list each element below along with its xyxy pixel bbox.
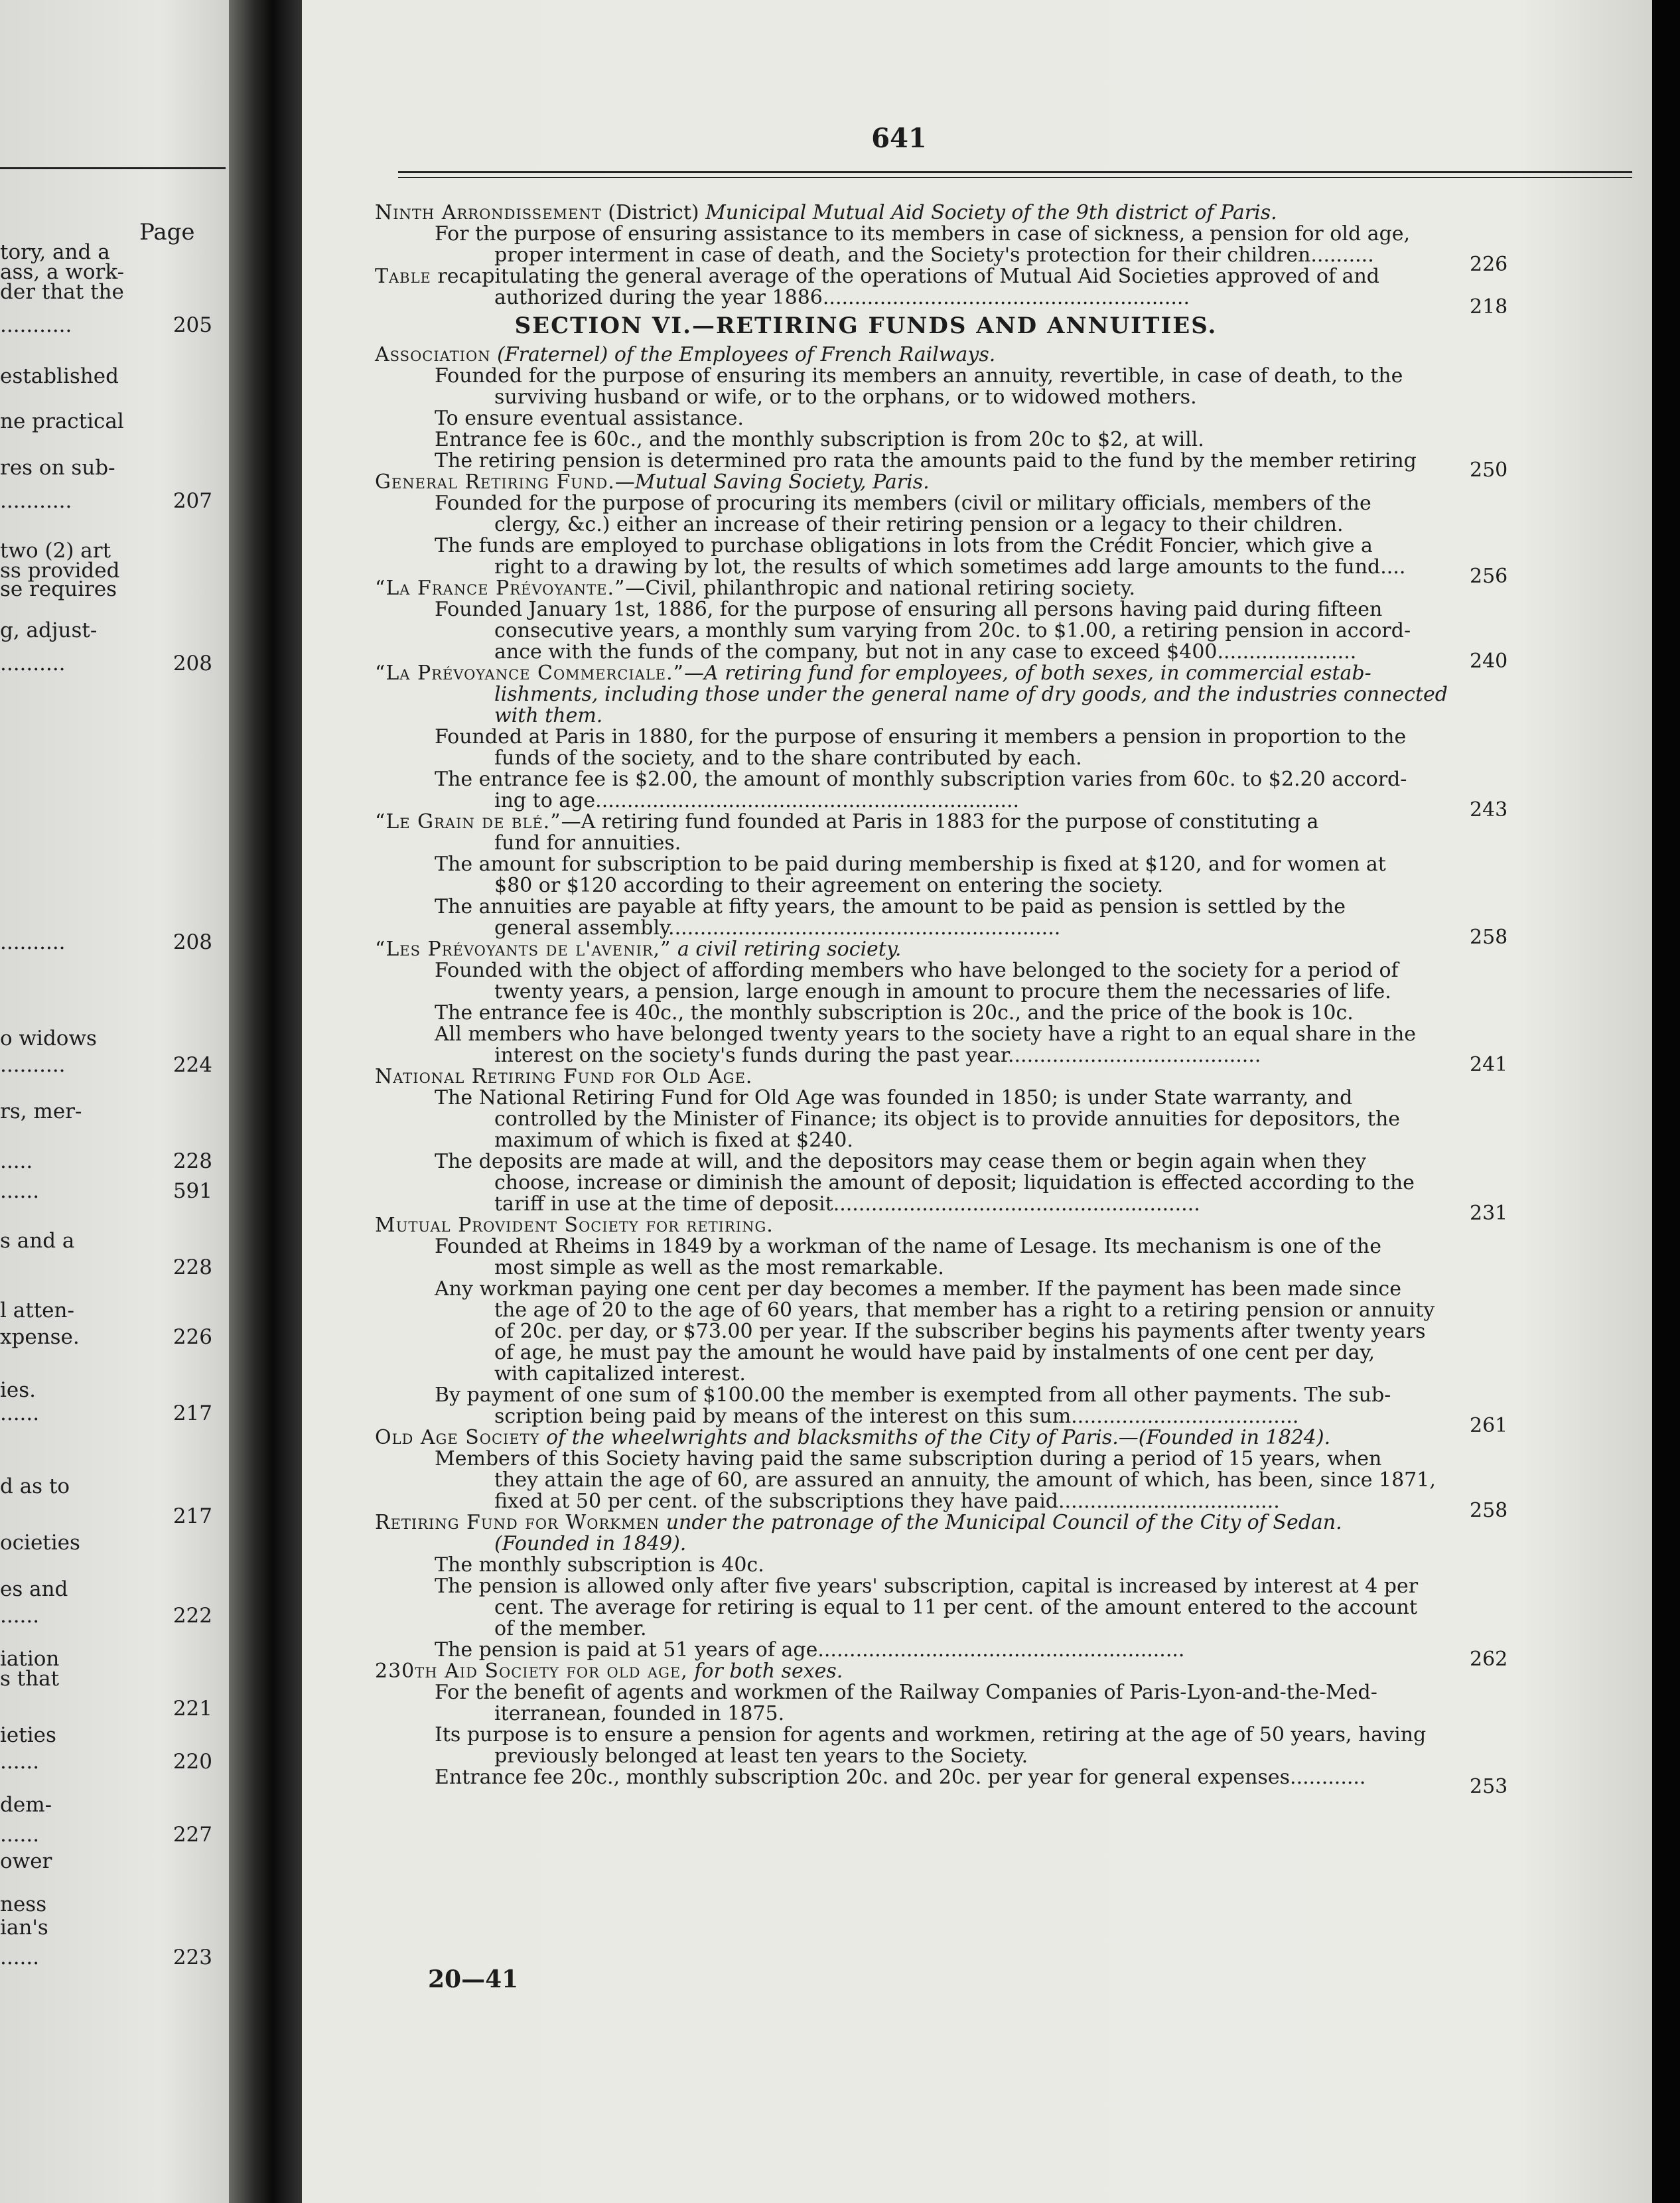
entry-head-italic: Mutual Saving Society, Paris. [634,470,930,494]
left-page-line-text: xpense. [0,1325,80,1349]
entry-desc-line [302,1364,1652,1385]
entry-page-number: 258 [1470,1499,1508,1522]
entry-page-number: 258 [1470,926,1508,949]
entry-desc-text: the age of 20 to the age of 60 years, that member has a right to a retiring pension or annuity [494,1299,1435,1322]
entry-desc-line [302,1766,1508,1798]
entry-desc-text: $80 or $120 according to their agreement on entering the society. [494,874,1164,897]
entry-desc-line [302,387,1652,408]
entry-desc-text: of age, he must pay the amount he would have paid by instalments of one cent per day, [494,1341,1375,1364]
entry-desc-line [302,1490,1652,1522]
entry-desc-line [302,514,1652,535]
entry-desc-text: twenty years, a pension, large enough in amount to procure them the necessaries of life. [494,980,1391,1003]
entry-head-italic: Municipal Mutual Aid Society of the 9th district of Paris. [705,201,1277,224]
entry-desc-line [302,366,1496,387]
header-rule [398,171,1632,178]
entry-heading-line [302,1215,1652,1236]
entry-head-rest: — [684,662,704,685]
left-page-line-page: 591 [173,1179,212,1203]
entry-desc-line [302,1279,1496,1300]
entry-desc-text: All members who have belonged twenty years to the society have a right to an equal share in the [435,1023,1417,1046]
entry-head-rest: —Civil, philanthropic and national retiring society. [625,577,1136,600]
entry-head-rest: recapitulating the general average of the operations of Mutual Aid Societies approved of and [431,265,1380,288]
entry-desc-text: most simple as well as the most remarkable. [494,1256,944,1279]
entry-desc-line [302,599,1496,620]
entry-page-number: 261 [1470,1414,1508,1437]
entry-desc-line [302,1236,1496,1257]
left-page-line-text: res on sub- [0,456,115,480]
entry-page-number: 241 [1470,1053,1508,1076]
entry-desc-line [302,1385,1496,1406]
entry-desc-line [302,1638,1508,1671]
entry-desc-text: Members of this Society having paid the same subscription during a period of 15 years, when [435,1447,1382,1470]
entry-heading-line [302,812,1652,833]
entry-desc-text: general assembly.............................................................. [494,916,1061,940]
entry-desc-line [302,1003,1496,1024]
left-page-line-page: 217 [173,1401,212,1425]
table-of-contents [302,201,1652,1798]
entry-head: “Les Prévoyants de l'avenir,” [375,938,671,961]
section-heading: SECTION VI.—RETIRING FUNDS AND ANNUITIES. [514,313,1218,339]
left-page-line-page: 205 [173,313,212,337]
entry-head-italic: under the patronage of the Municipal Council of the City of Sedan. [660,1511,1342,1534]
left-page-line-text: ower [0,1849,52,1873]
entry-desc-line [302,684,1652,705]
entry-desc-text: controlled by the Minister of Finance; its object is to provide annuities for depositors, the [494,1107,1401,1131]
entry-heading-line [302,1427,1652,1449]
entry-desc-line [302,408,1496,429]
left-page-line-text: es and [0,1577,68,1601]
entry-desc-text: Founded for the purpose of ensuring its members an annuity, revertible, in case of death, to the [435,364,1403,388]
entry-desc-text: Founded at Paris in 1880, for the purpose of ensuring it members a pension in proportion to the [435,725,1407,748]
entry-desc-text: Founded with the object of affording members who have belonged to the society for a period of [435,959,1399,982]
page-number: 641 [871,123,927,154]
left-page-line-text: ass, a work- [0,260,125,284]
entry-page-number: 262 [1470,1648,1508,1671]
entry-head: Association [375,343,491,366]
entry-desc-line [302,1044,1652,1076]
entry-desc-line [302,1405,1652,1437]
entry-desc-line [302,748,1652,769]
entry-desc-line [302,1173,1652,1194]
entry-desc-line [302,1555,1496,1576]
entry-desc-text: surviving husband or wife, or to the orphans, or to widowed mothers. [494,386,1197,409]
left-page-line-text: ........... [0,489,72,513]
entry-desc-line [302,1257,1652,1279]
left-page-line-text: s that [0,1667,60,1691]
entry-desc-line [302,535,1496,557]
left-page-line-text: ...... [0,1823,40,1847]
entry-head: Old Age Society [375,1426,540,1449]
left-page-line-text: tory, and a [0,240,110,264]
entry-page-number: 243 [1470,798,1508,821]
entry-desc-text: The National Retiring Fund for Old Age was founded in 1850; is under State warranty, and [435,1086,1353,1109]
entry-desc-line [302,896,1496,918]
entry-desc-text: The retiring pension is determined pro rata the amounts paid to the fund by the member retiring [435,449,1417,472]
section-entries [302,343,1652,1798]
left-page-line-text: rs, mer- [0,1100,82,1123]
left-page-line-text: ness [0,1892,47,1916]
entry-desc-text: (Founded in 1849). [494,1532,687,1555]
entry-desc-text: clergy, &c.) either an increase of their retiring pension or a legacy to their children. [494,513,1344,536]
entry-desc-text: previously belonged at least ten years to the Society. [494,1744,1028,1768]
entry-desc-text: proper interment in case of death, and the Society's protection for their children.......... [494,244,1374,267]
entry-desc-text: scription being paid by means of the interest on this sum.................................... [494,1405,1299,1428]
left-page-line-text: ...... [0,1179,40,1203]
entry-head: Retiring Fund for Workmen [375,1511,660,1534]
entry-desc-text: cent. The average for retiring is equal to 11 per cent. of the amount entered to the account [494,1596,1418,1619]
entry-desc-line [302,1109,1652,1130]
left-page-line-text: der that the [0,280,124,304]
entry-head-rest: (District) [601,201,706,224]
entry-heading-line [302,939,1652,960]
left-page-line-text: established [0,364,119,388]
entry-desc-line [302,1725,1496,1746]
entry-desc-text: The pension is paid at 51 years of age.......................................................... [435,1638,1185,1662]
left-page-line-page: 228 [173,1149,212,1173]
left-page-line-text: iation [0,1647,60,1671]
entry-desc-line [302,1151,1496,1173]
entry-head-italic: A retiring fund for employees, of both sexes, in commercial estab- [704,662,1371,685]
entry-desc-text: The monthly subscription is 40c. [435,1553,764,1577]
entry-desc-line [302,1597,1652,1618]
entry-desc-text: ing to age................................................................... [494,789,1020,812]
left-page-line-text: se requires [0,577,117,601]
entry-desc-line [302,854,1496,875]
entry-heading-line [302,1512,1652,1533]
left-page-line-page: 207 [173,489,212,513]
entry-desc-text: The entrance fee is 40c., the monthly subscription is 20c., and the price of the book is 10c. [435,1001,1354,1025]
entry-page-number: 218 [1470,295,1508,319]
entry-page-number: 226 [1470,253,1508,276]
entry-head: Table [375,265,431,288]
entry-desc-text: To ensure eventual assistance. [435,407,744,430]
left-page-line-text: ocieties [0,1531,80,1555]
entry-desc-text: Its purpose is to ensure a pension for agents and workmen, retiring at the age of 50 years, having [435,1723,1427,1746]
entry-desc-text: lishments, including those under the general name of dry goods, and the industries connected [494,683,1448,706]
left-page-line-page: 226 [173,1325,212,1349]
left-page-rule [0,167,226,169]
entry-desc-line [302,833,1652,854]
left-page-line-page: 208 [173,652,212,675]
entry-page-number: 256 [1470,565,1508,588]
entry-head-italic: (Fraternel) of the Employees of French Railways. [490,343,996,366]
entry-heading-line [302,578,1652,599]
left-page-line-text: s and a [0,1229,75,1253]
entry-head-italic: a civil retiring society. [671,938,902,961]
entry-desc-line [302,244,1652,276]
entry-desc-line [302,1342,1652,1364]
entry-desc-text: The pension is allowed only after five years' subscription, capital is increased by interest at 4 per [435,1575,1419,1598]
entry-desc-text: with them. [494,704,603,727]
entry-desc-line [302,960,1496,981]
entry-page-number: 253 [1470,1775,1508,1798]
left-page-line-text: ..... [0,1149,33,1173]
entry-desc-line [302,493,1496,514]
entry-desc-text: The amount for subscription to be paid during membership is fixed at $120, and for women at [435,853,1386,876]
left-page-line-text: ne practical [0,409,124,433]
left-page-line-page: 220 [173,1750,212,1774]
entry-desc-text: right to a drawing by lot, the results of which sometimes add large amounts to the fund.... [494,555,1406,579]
entry-desc-text: they attain the age of 60, are assured an annuity, the amount of which, has been, since 1871, [494,1468,1436,1492]
entry-desc-text: The entrance fee is $2.00, the amount of monthly subscription varies from 60c. to $2.20 accord- [435,768,1407,791]
entry-heading-line [302,1661,1652,1682]
entry-desc-line [302,1321,1652,1342]
left-page-line-text: ...... [0,1604,40,1628]
entry-desc-text: The funds are employed to purchase obligations in lots from the Crédit Foncier, which give a [435,534,1373,557]
left-page-line-text: l atten- [0,1299,74,1322]
entry-head: “La France Prévoyante.” [375,577,626,600]
entry-head: General Retiring Fund. [375,470,615,494]
entry-desc-text: Any workman paying one cent per day becomes a member. If the payment has been made since [435,1277,1401,1301]
left-page-line-page: 222 [173,1604,212,1628]
main-page [302,0,1652,2203]
entry-desc-line [302,916,1652,949]
entry-desc-text: By payment of one sum of $100.00 the member is exempted from all other payments. The sub- [435,1384,1391,1407]
scan-edge [1652,0,1680,2203]
entry-heading-line [302,1066,1652,1088]
left-page-line-text: ...... [0,1750,40,1774]
entry-heading-line [302,344,1652,366]
entry-head: “La Prévoyance Commerciale.” [375,662,684,685]
left-page-line-text: g, adjust- [0,618,98,642]
entry-desc-line [302,1682,1496,1703]
entry-desc-text: authorized during the year 1886.......................................................... [494,286,1190,309]
left-page-line-text: .......... [0,1053,66,1077]
entry-desc-text: interest on the society's funds during the past year........................................ [494,1044,1261,1067]
left-page-line-text: .......... [0,930,66,954]
left-page-line-text: ieties [0,1723,56,1747]
entry-desc-text: For the benefit of agents and workmen of the Railway Companies of Paris-Lyon-and-the-Med- [435,1681,1377,1704]
entry-heading-line [302,663,1652,684]
entry-desc-text: Founded at Rheims in 1849 by a workman of the name of Lesage. Its mechanism is one of the [435,1235,1381,1258]
left-page-line-page: 217 [173,1504,212,1528]
left-page-line-text: ies. [0,1378,36,1402]
entry-head: Mutual Provident Society for retiring. [375,1214,774,1237]
entry-desc-text: The annuities are payable at fifty years, the amount to be paid as pension is settled by the [435,895,1346,918]
entry-desc-line [302,705,1652,727]
entry-page-number: 250 [1470,459,1508,482]
entry-desc-text: of 20c. per day, or $73.00 per year. If the subscriber begins his payments after twenty years [494,1320,1426,1343]
left-page-line-text: ss provided [0,559,120,583]
left-page-line-text: ........... [0,313,72,337]
entry-table [302,266,1652,287]
entry-head: National Retiring Fund for Old Age. [375,1065,753,1088]
left-page-line-page: 227 [173,1823,212,1847]
entry-head-italic: for both sexes. [687,1660,843,1683]
left-page-line-page: 221 [173,1697,212,1721]
entry-desc-line [302,769,1496,790]
entry-desc-line [302,1470,1652,1491]
entry-desc-line [302,1449,1496,1470]
entry-page-number: 240 [1470,650,1508,673]
entry-desc-line [302,1703,1652,1725]
left-page-line-page: 228 [173,1255,212,1279]
previous-page-fragment [0,0,229,2203]
entry-desc-text: Entrance fee 20c., monthly subscription 20c. and 20c. per year for general expenses............ [435,1766,1366,1789]
entry-desc-line [302,1192,1652,1225]
entry-head-italic: of the wheelwrights and blacksmiths of the City of Paris.—(Founded in 1824). [539,1426,1331,1449]
entry-desc-text: Founded January 1st, 1886, for the purpose of ensuring all persons having paid during fifteen [435,598,1383,621]
entry-desc-text: Entrance fee is 60c., and the monthly subscription is from 20c to $2, at will. [435,428,1204,451]
entry-desc-line [302,1618,1652,1640]
entry-head: 230th Aid Society for old age, [375,1660,688,1683]
left-page-line-text: two (2) art [0,539,111,563]
entry-desc-line [302,555,1652,588]
entry-desc-text: with capitalized interest. [494,1362,746,1386]
entry-desc-text: maximum of which is fixed at $240. [494,1129,853,1152]
entry-desc-text: iterranean, founded in 1875. [494,1702,785,1725]
entry-desc-line [302,1130,1652,1151]
entry-head: Ninth Arrondissement [375,201,602,224]
entry-desc-line [302,620,1652,642]
entry-desc-line [302,981,1652,1003]
entry-desc-line [302,286,1652,319]
left-page-line-text: .......... [0,652,66,675]
entry-desc-text: The deposits are made at will, and the depositors may cease them or begin again when they [435,1150,1367,1173]
entry-desc-line: For the purpose of ensuring assistance to its members in case of sickness, a pension for old age, [435,222,1411,246]
entry-desc-text: consecutive years, a monthly sum varying from 20c. to $1.00, a retiring pension in accord- [494,619,1411,642]
entry-ninth-arrondissement [302,202,1652,224]
signature-mark: 20—41 [428,1965,519,1993]
entry-desc-line [302,1746,1652,1767]
entry-desc-text: ance with the funds of the company, but not in any case to exceed $400...................... [494,640,1357,664]
left-page-column-header: Page [139,219,195,246]
left-page-line-text: o widows [0,1027,97,1050]
entry-desc-text: Founded for the purpose of procuring its members (civil or military officials, members of the [435,492,1371,515]
left-page-line-text: dem- [0,1793,52,1817]
entry-head: “Le Grain de blé.” [375,810,561,833]
entry-page-number: 231 [1470,1202,1508,1225]
entry-desc-line [302,875,1652,896]
entry-desc-line [302,727,1496,748]
left-page-line-page: 208 [173,930,212,954]
entry-desc-text: of the member. [494,1617,647,1640]
entry-desc-line [302,1533,1652,1555]
entry-desc-line [302,789,1652,821]
entry-desc-line [302,1300,1652,1321]
entry-desc-line [302,1576,1496,1597]
left-page-line-text: ian's [0,1916,48,1940]
left-page-line-text: ...... [0,1401,40,1425]
entry-desc-line [302,429,1496,451]
left-page-line-text: ...... [0,1946,40,1969]
entry-head-rest: —A retiring fund founded at Paris in 1883 for the purpose of constituting a [561,810,1319,833]
left-page-line-page: 223 [173,1946,212,1969]
book-gutter [229,0,302,2203]
entry-desc-text: choose, increase or diminish the amount of deposit; liquidation is effected according to the [494,1171,1415,1194]
entry-desc-text: fixed at 50 per cent. of the subscriptions they have paid................................... [494,1490,1280,1513]
entry-desc-line [302,640,1652,673]
entry-head-rest: — [614,470,635,494]
left-page-line-text: d as to [0,1474,70,1498]
entry-desc-text: tariff in use at the time of deposit.......................................................... [494,1192,1200,1216]
entry-desc-line [302,1088,1496,1109]
left-page-line-page: 224 [173,1053,212,1077]
entry-desc-text: funds of the society, and to the share contributed by each. [494,746,1082,770]
entry-desc-line [302,1024,1496,1045]
entry-heading-line [302,472,1652,493]
entry-desc-text: fund for annuities. [494,831,681,855]
